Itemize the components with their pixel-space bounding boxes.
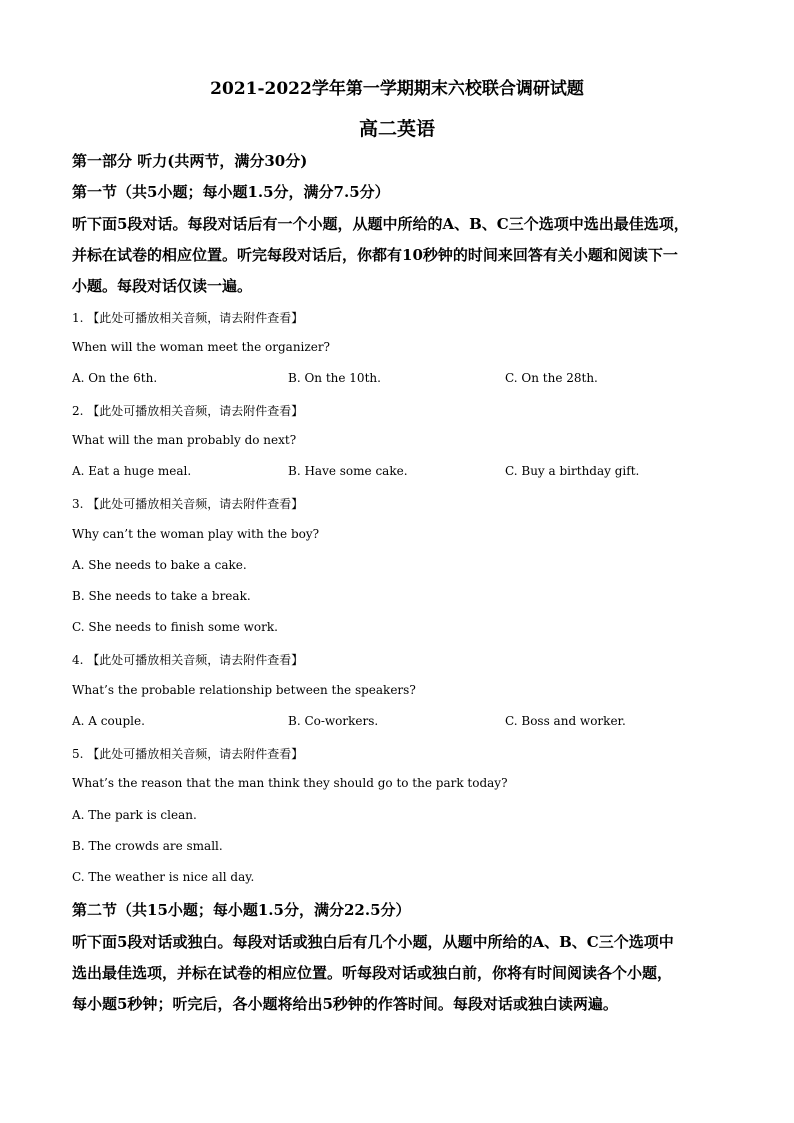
exam-title: 2021-2022学年第一学期期末六校联合调研试题 (210, 79, 584, 99)
section1-instruction-line: 听下面5段对话。每段对话后有一个小题，从题中所给的A、B、C三个选项中选出最佳选项， (72, 215, 689, 233)
question-text: Why can’t the woman play with the boy? (72, 527, 320, 541)
option-a: A. On the 6th. (72, 371, 158, 385)
part1-heading: 第一部分 听力(共两节，满分30分) (72, 152, 308, 170)
section2-heading: 第二节（共15小题；每小题1.5分，满分22.5分） (72, 901, 411, 919)
option-a: A. Eat a huge meal. (72, 464, 192, 478)
option-c: C. She needs to finish some work. (72, 620, 278, 634)
question-text: What will the man probably do next? (72, 433, 297, 447)
section2-instruction-line: 选出最佳选项，并标在试卷的相应位置。听每段对话或独白前，你将有时间阅读各个小题， (72, 964, 673, 982)
option-c: C. On the 28th. (505, 371, 598, 385)
section1-instruction-line: 小题。每段对话仅读一遍。 (72, 277, 253, 295)
option-c: C. Buy a birthday gift. (505, 464, 640, 478)
audio-placeholder: 1. 【此处可播放相关音频，请去附件查看】 (72, 311, 304, 325)
exam-subtitle: 高二英语 (358, 118, 435, 140)
question-text: When will the woman meet the organizer? (72, 340, 330, 354)
option-b: B. She needs to take a break. (72, 589, 251, 603)
audio-placeholder: 4. 【此处可播放相关音频，请去附件查看】 (72, 653, 304, 667)
question-text: What’s the probable relationship between the speakers? (72, 683, 416, 697)
section1-heading: 第一节（共5小题；每小题1.5分，满分7.5分） (72, 183, 390, 201)
audio-placeholder: 2. 【此处可播放相关音频，请去附件查看】 (72, 404, 304, 418)
option-a: A. She needs to bake a cake. (72, 558, 247, 572)
section2-instruction-line: 听下面5段对话或独白。每段对话或独白后有几个小题，从题中所给的A、B、C三个选项中 (72, 933, 674, 951)
section1-instruction-line: 并标在试卷的相应位置。听完每段对话后，你都有10秒钟的时间来回答有关小题和阅读下一 (72, 246, 678, 264)
option-b: B. Co-workers. (288, 714, 379, 728)
option-b: B. On the 10th. (288, 371, 381, 385)
audio-placeholder: 3. 【此处可播放相关音频，请去附件查看】 (72, 497, 304, 511)
section2-instruction-line: 每小题5秒钟；听完后，各小题将给出5秒钟的作答时间。每段对话或独白读两遍。 (72, 995, 618, 1013)
option-b: B. The crowds are small. (72, 839, 223, 853)
option-b: B. Have some cake. (288, 464, 408, 478)
audio-placeholder: 5. 【此处可播放相关音频，请去附件查看】 (72, 747, 304, 761)
question-text: What’s the reason that the man think they should go to the park today? (72, 776, 508, 790)
option-a: A. The park is clean. (72, 808, 197, 822)
option-c: C. Boss and worker. (505, 714, 626, 728)
option-a: A. A couple. (72, 714, 145, 728)
option-c: C. The weather is nice all day. (72, 870, 255, 884)
